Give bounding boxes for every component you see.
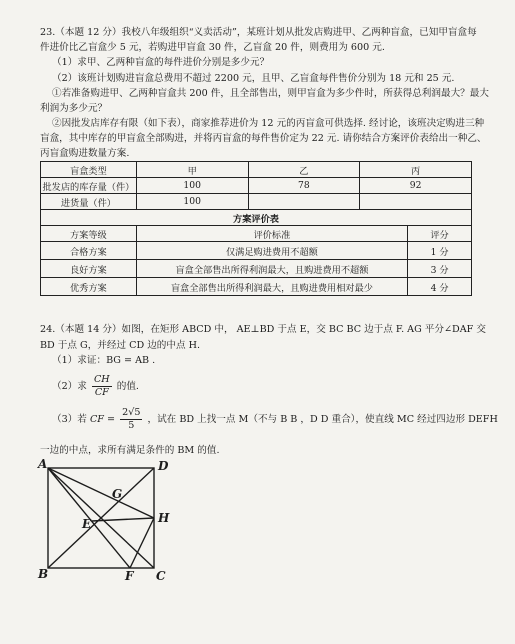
table-cell: 甲 — [136, 162, 248, 178]
table-cell: 盲盒类型 — [41, 162, 137, 178]
q24-line-6: 一边的中点，求所有满足条件的 BM 的值. — [40, 445, 220, 456]
q24-part3-prefix: （3）若 — [52, 414, 87, 425]
fraction-denominator: CF — [94, 387, 109, 398]
table-cell: 批发店的库存量（件） — [41, 178, 137, 194]
table-cell: 1 分 — [408, 242, 472, 260]
table-cell: 优秀方案 — [41, 278, 137, 296]
q23-line-2: 件进价比乙盲盒少 5 元，若购进甲盲盒 30 件，乙盲盒 20 件，则费用为 600 元. — [40, 42, 385, 53]
table-cell: 4 分 — [408, 278, 472, 296]
table-row — [41, 194, 472, 210]
q24-part3-suffix: ，试在 BD 上找一点 M（不与 B B ，D D 重合），使直线 MC 经过四边形 DEFH — [147, 414, 498, 425]
table-title: 方案评价表 — [41, 210, 472, 226]
table-row — [41, 226, 472, 242]
q23-line-4: （2）该班计划购进盲盒总费用不超过 2200 元，且甲、乙盲盒每件售价分别为 18 元和 25 元. — [52, 73, 455, 84]
table-cell: 良好方案 — [41, 260, 137, 278]
table-cell — [360, 194, 472, 210]
ratio-fraction — [92, 374, 112, 399]
rectangle-figure — [30, 458, 180, 583]
q24-line-3: （1）求证：BG = AB . — [52, 355, 156, 366]
table-cell: 合格方案 — [41, 242, 137, 260]
label-h: H — [158, 511, 170, 525]
table-header-cell: 评价标准 — [136, 226, 407, 242]
label-a: A — [38, 458, 48, 471]
table-cell: 盲盒全部售出所得利润最大，且购进费用不超额 — [136, 260, 407, 278]
q23-line-9: 丙盲盒购进数量方案. — [40, 148, 130, 159]
fraction-numerator: CH — [93, 374, 110, 385]
table-cell: 丙 — [360, 162, 472, 178]
table-cell: 100 — [136, 194, 248, 210]
label-c: C — [156, 569, 166, 583]
q23-line-3: （1）求甲、乙两种盲盒的每件进价分别是多少元？ — [52, 57, 270, 68]
cf-variable: CF = — [89, 414, 116, 425]
table-cell: 仅满足购进费用不超额 — [136, 242, 407, 260]
q24-line-4 — [52, 374, 139, 399]
fraction-denominator: 5 — [128, 420, 135, 431]
segment-hf — [130, 518, 154, 568]
label-g: G — [112, 487, 123, 501]
table-row — [41, 162, 472, 178]
table-row — [41, 260, 472, 278]
segment-ah — [48, 468, 154, 518]
table-cell: 乙 — [248, 162, 360, 178]
evaluation-table — [40, 209, 472, 296]
label-b: B — [38, 567, 49, 581]
table-cell: 92 — [360, 178, 472, 194]
table-cell: 100 — [136, 178, 248, 194]
table-row — [41, 178, 472, 194]
fraction-numerator: 2√5 — [122, 407, 141, 418]
table-row — [41, 210, 472, 226]
label-f: F — [125, 569, 134, 583]
q23-line-7: ②因批发店库存有限（如下表），商家推荐进价为 12 元的丙盲盒可供选择. 经讨论，该班决定购进三种 — [52, 118, 485, 129]
table-cell — [248, 194, 360, 210]
q23-line-8: 盲盒，其中库存的甲盲盒全部购进，并将丙盲盒的每件售价定为 22 元. 请你结合方案评价表给出一种乙、 — [40, 133, 487, 144]
table-row — [41, 242, 472, 260]
q23-line-5: ①若准备购进甲、乙两种盲盒共 200 件，且全部售出，则甲盲盒为多少件时，所获得总利润最大？最大 — [52, 88, 489, 99]
q24-part2-prefix: （2）求 — [52, 381, 87, 392]
table-cell: 78 — [248, 178, 360, 194]
table-header-cell: 方案等级 — [41, 226, 137, 242]
q24-part2-suffix: 的值. — [116, 381, 139, 392]
table-row — [41, 278, 472, 296]
q24-line-2: BD 于点 G，并经过 CD 边的中点 H. — [40, 340, 201, 351]
cf-fraction — [120, 407, 142, 432]
q24-line-1: 24.（本题 14 分）如图，在矩形 ABCD 中， AE⊥BD 于点 E，交 BC BC 边于点 F. AG 平分∠DAF 交 — [40, 324, 486, 335]
inventory-table — [40, 161, 472, 210]
q24-line-5 — [52, 407, 498, 432]
label-d: D — [158, 459, 169, 473]
q23-line-1: 23.（本题 12 分）我校八年级组织“义卖活动”，某班计划从批发店购进甲、乙两种盲盒，已知甲盲盒每 — [40, 27, 477, 38]
table-header-cell: 评分 — [408, 226, 472, 242]
label-e: E — [82, 517, 92, 531]
table-cell: 3 分 — [408, 260, 472, 278]
table-cell: 进货量（件） — [41, 194, 137, 210]
q23-line-6: 利润为多少元？ — [40, 103, 108, 114]
table-cell: 盲盒全部售出所得利润最大，且购进费用相对最少 — [136, 278, 407, 296]
